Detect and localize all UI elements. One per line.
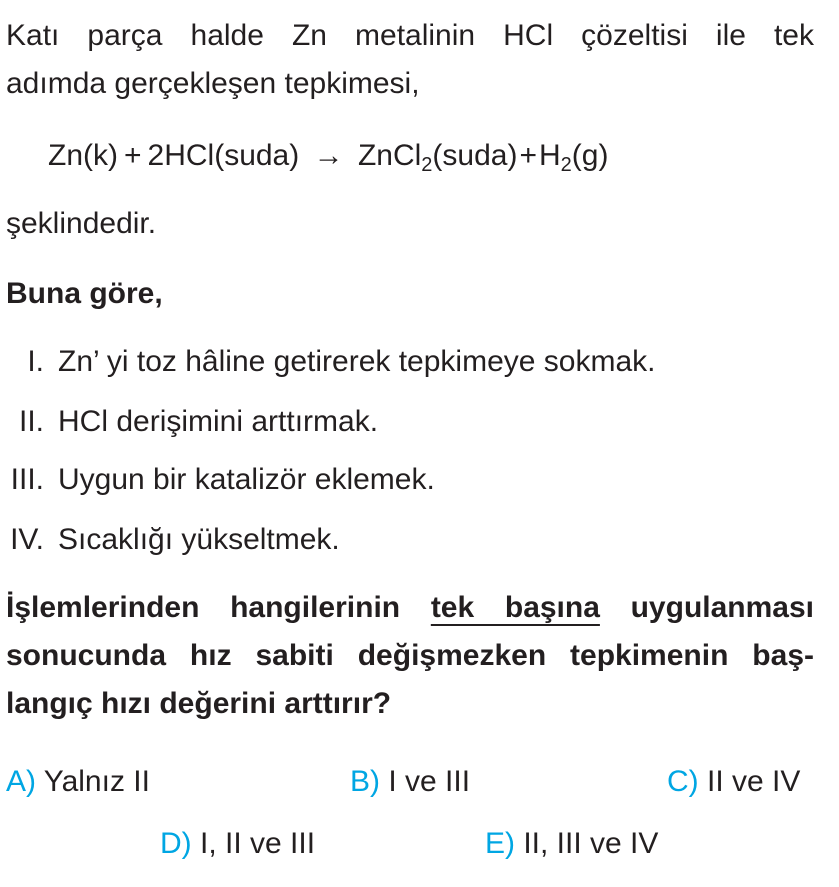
option-c-letter: C) (667, 765, 699, 798)
item-3-numeral: III. (10, 463, 44, 496)
question-line-1: İşlemlerinden hangilerinin tek başına uygulanması (6, 591, 814, 624)
item-4-text: Sıcaklığı yükseltmek. (58, 523, 340, 556)
item-3 (0, 462, 839, 498)
item-1-text: Zn’ yi toz hâline getirerek tepkimeye sokmak. (58, 345, 656, 378)
option-a[interactable] (6, 764, 150, 800)
option-a-text: Yalnız II (43, 765, 150, 798)
equation-product-zncl2: ZnCl$_2$(suda) (357, 139, 518, 176)
reaction-arrow: → (313, 139, 344, 172)
lead-text: Buna göre, (6, 277, 163, 310)
question-line-2: sonucunda hız sabiti değişmezken tepkimenin baş- (6, 639, 814, 672)
item-2-numeral: II. (18, 405, 44, 438)
option-d-letter: D) (160, 827, 192, 860)
option-b-text: I ve III (388, 765, 471, 798)
intro-line-1: Katı parça halde Zn metalinin HCl çözeltisi ile tek (6, 19, 814, 52)
underlined-emphasis: tek başına (430, 591, 600, 624)
option-c-text: II ve IV (707, 765, 801, 798)
intro-end: şeklindedir. (6, 207, 157, 240)
equation-product-h2: $H_2(g)$ (538, 139, 609, 176)
option-b[interactable] (350, 764, 470, 800)
item-4-numeral: IV. (10, 523, 44, 556)
option-e[interactable] (485, 826, 658, 862)
item-2-text: HCl derişimini arttırmak. (58, 405, 379, 438)
question-line-3: langıç hızı değerini arttırır? (6, 687, 392, 720)
item-3-text: Uygun bir katalizör eklemek. (58, 463, 435, 496)
option-c[interactable] (667, 764, 800, 800)
item-1 (0, 344, 839, 380)
item-2 (0, 404, 839, 440)
option-d-text: I, II ve III (200, 827, 316, 860)
option-e-text: II, III ve IV (523, 827, 659, 860)
reaction-equation (48, 138, 608, 174)
option-d[interactable] (160, 826, 315, 862)
option-a-letter: A) (6, 765, 36, 798)
item-1-numeral: I. (27, 345, 44, 378)
equation-reactants: Zn(k) + 2HCl(suda) (48, 139, 300, 172)
item-4 (0, 522, 839, 558)
option-e-letter: E) (485, 827, 515, 860)
equation-plus: + (519, 139, 537, 172)
intro-line-2: adımda gerçekleşen tepkimesi, (6, 67, 420, 100)
option-b-letter: B) (350, 765, 380, 798)
